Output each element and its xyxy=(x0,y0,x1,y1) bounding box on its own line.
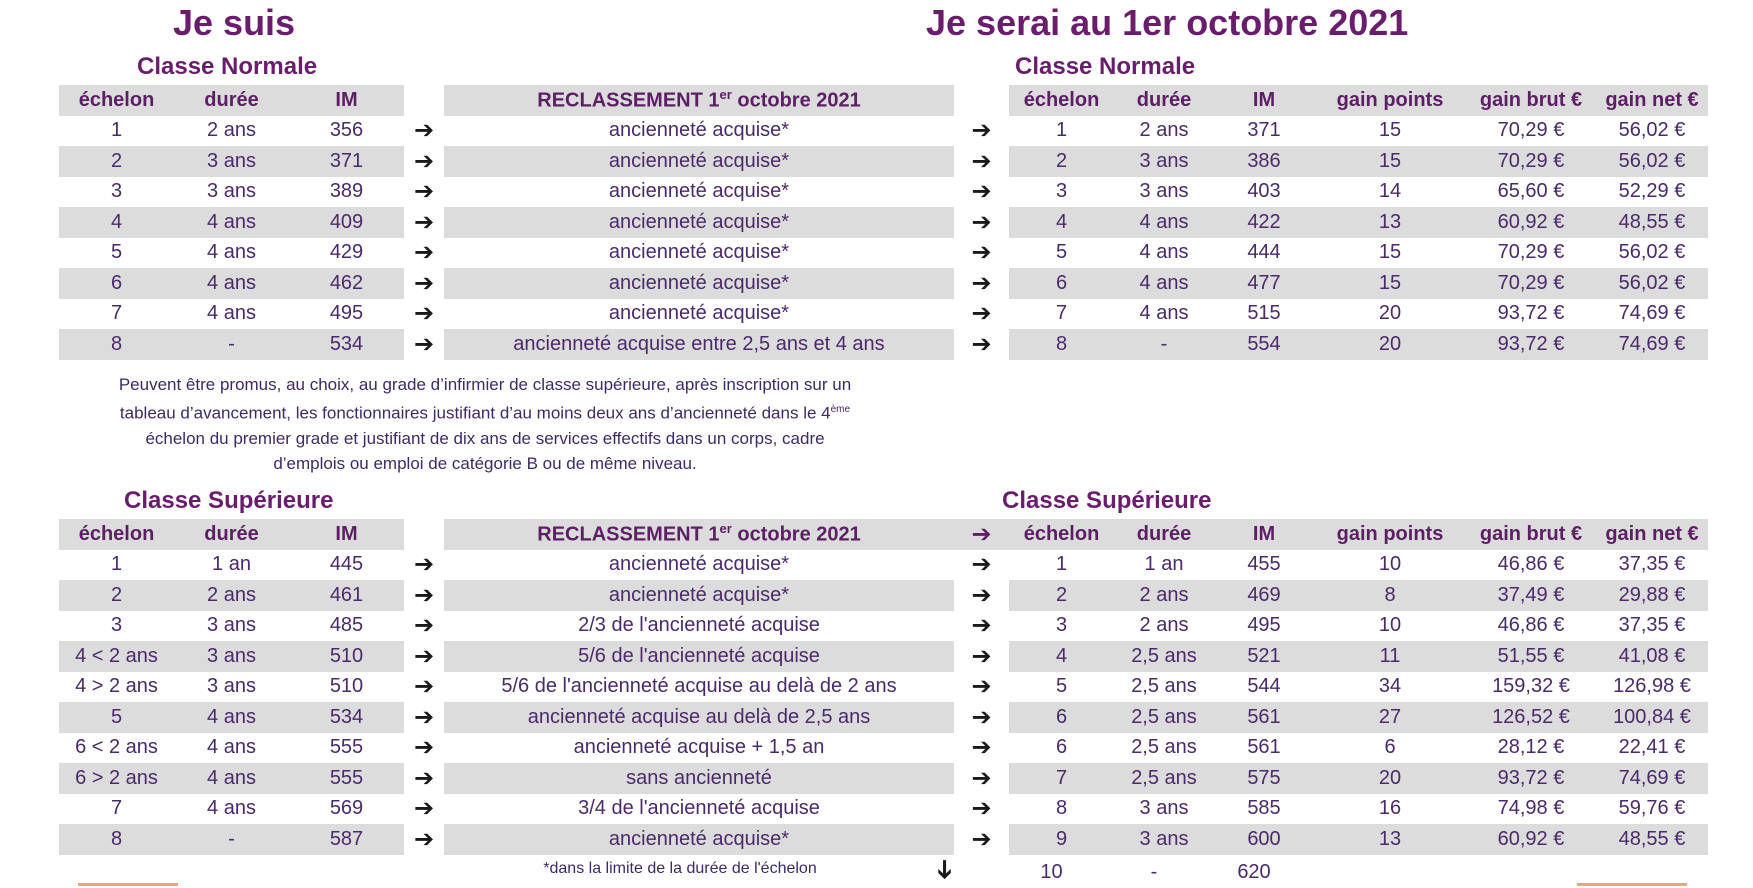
cell-reclassement: 2/3 de l'ancienneté acquise xyxy=(578,614,820,637)
table-row xyxy=(59,146,1708,177)
cell-reclassement: 5/6 de l'ancienneté acquise au delà de 2 ans xyxy=(501,675,897,698)
arrow-icon: ➔ xyxy=(954,794,1009,825)
arrow-icon: ➔ xyxy=(404,763,444,794)
cell-gain-net: 29,88 € xyxy=(1596,580,1708,611)
arrow-icon: ➔ xyxy=(404,207,444,238)
cell-new-im: 575 xyxy=(1214,763,1314,794)
cell-gain-points: 14 xyxy=(1378,180,1402,203)
cell-gain-points: 27 xyxy=(1314,702,1466,733)
arrow-icon: ➔ xyxy=(404,580,444,611)
cell-new-echelon: 6 xyxy=(1055,736,1068,759)
cell-im: 569 xyxy=(329,797,364,820)
cell-reclassement: ancienneté acquise* xyxy=(444,207,954,238)
header-new-echelon: échelon xyxy=(1009,519,1114,550)
cell-duree: 3 ans xyxy=(174,146,289,177)
header-gain-net: gain net € xyxy=(1596,85,1708,116)
cell-new-duree: 4 ans xyxy=(1139,302,1189,325)
arrow-icon: ➔ xyxy=(404,116,444,147)
arrow-icon: ➔ xyxy=(404,268,444,299)
cell-new-im: 386 xyxy=(1214,146,1314,177)
cell-duree: 3 ans xyxy=(207,180,256,203)
sup-left-title: Classe Supérieure xyxy=(124,487,334,514)
cell-duree: 4 ans xyxy=(174,763,289,794)
cell-im: 429 xyxy=(329,241,364,264)
table-row xyxy=(59,299,1708,330)
cell-echelon: 7 xyxy=(110,797,123,820)
cell-gain-points: 15 xyxy=(1378,241,1402,264)
cell-echelon: 5 xyxy=(110,241,123,264)
arrow-icon: ➔ xyxy=(954,733,1009,764)
cell-new-im: 422 xyxy=(1214,207,1314,238)
header-reclassement: RECLASSEMENT 1er octobre 2021 xyxy=(444,85,954,116)
arrow-icon: ➔ xyxy=(404,329,444,360)
table-row xyxy=(59,268,1708,299)
header-new-duree: durée xyxy=(1114,85,1214,116)
arrow-icon: ➔ xyxy=(954,702,1009,733)
cell-reclassement: ancienneté acquise* xyxy=(608,180,790,203)
table-row xyxy=(59,116,1708,147)
cell-reclassement: ancienneté acquise entre 2,5 ans et 4 ans xyxy=(444,329,954,360)
cell-gain-net: 74,69 € xyxy=(1596,329,1708,360)
cell-echelon: 6 xyxy=(59,268,174,299)
cell-new-echelon: 2 xyxy=(1009,580,1114,611)
header-new-duree: durée xyxy=(1114,519,1214,550)
cell-new-duree: 1 an xyxy=(1144,553,1184,576)
arrow-icon: ➔ xyxy=(954,146,1009,177)
header-new-im: IM xyxy=(1214,519,1314,550)
cell-duree: 4 ans xyxy=(207,736,256,759)
cell-new-im: 515 xyxy=(1247,302,1281,325)
cell-duree: - xyxy=(174,824,289,855)
cell-new-im: 521 xyxy=(1214,641,1314,672)
cell-gain-points: 10 xyxy=(1378,614,1402,637)
cell-im: 389 xyxy=(329,180,364,203)
cell-reclassement: ancienneté acquise + 1,5 an xyxy=(573,736,825,759)
cell-reclassement: 5/6 de l'ancienneté acquise xyxy=(444,641,954,672)
cell-gain-brut: 159,32 € xyxy=(1492,675,1570,698)
cell-gain-brut: 37,49 € xyxy=(1466,580,1596,611)
cell-gain-net: 100,84 € xyxy=(1596,702,1708,733)
arrow-icon: ➔ xyxy=(954,299,1009,330)
cell-new-im: 561 xyxy=(1214,702,1314,733)
header-duree: durée xyxy=(174,85,289,116)
sup-right-title: Classe Supérieure xyxy=(1002,487,1212,514)
cell-new-echelon: 6 xyxy=(1009,702,1114,733)
header-gain-points: gain points xyxy=(1314,85,1466,116)
cell-im: 485 xyxy=(329,614,364,637)
promotion-note xyxy=(60,372,910,476)
arrow-icon: ➔ xyxy=(404,177,444,208)
cell-new-duree: 4 ans xyxy=(1114,268,1214,299)
normal-left-title: Classe Normale xyxy=(137,53,318,80)
cell-echelon: 3 xyxy=(110,180,123,203)
cell-gain-points: 11 xyxy=(1314,641,1466,672)
arrow-icon: ➔ xyxy=(404,672,444,703)
cell-gain-brut: 93,72 € xyxy=(1466,329,1596,360)
table-row xyxy=(59,672,1708,703)
cell-gain-brut: 74,98 € xyxy=(1497,797,1565,820)
cell-duree: 4 ans xyxy=(207,241,256,264)
cell-gain-net: 37,35 € xyxy=(1618,614,1686,637)
cell-echelon: 4 > 2 ans xyxy=(75,675,158,698)
arrow-icon: ➔ xyxy=(954,824,1009,855)
cell-echelon: 1 xyxy=(110,119,123,142)
cell-gain-net: 74,69 € xyxy=(1618,302,1686,325)
table-row xyxy=(59,329,1708,360)
cell-reclassement: ancienneté acquise* xyxy=(608,119,790,142)
cell-new-duree: 2,5 ans xyxy=(1131,675,1197,698)
cell-new-duree: 2 ans xyxy=(1139,614,1189,637)
cell-gain-brut: 60,92 € xyxy=(1466,824,1596,855)
last-new-im: 620 xyxy=(1237,861,1271,883)
normal-table xyxy=(59,85,1708,360)
cell-new-duree: - xyxy=(1114,329,1214,360)
cell-gain-points: 13 xyxy=(1314,824,1466,855)
cell-im: 495 xyxy=(329,302,364,325)
header-reclassement: RECLASSEMENT 1er octobre 2021 xyxy=(444,519,954,550)
cell-duree: 3 ans xyxy=(207,675,256,698)
cell-gain-net: 37,35 € xyxy=(1618,553,1686,576)
header-echelon: échelon xyxy=(59,85,174,116)
cell-new-echelon: 8 xyxy=(1009,329,1114,360)
cell-gain-net: 74,69 € xyxy=(1596,763,1708,794)
cell-echelon: 6 > 2 ans xyxy=(59,763,174,794)
header-duree: durée xyxy=(174,519,289,550)
cell-gain-points: 34 xyxy=(1378,675,1402,698)
cell-new-duree: 3 ans xyxy=(1114,146,1214,177)
cell-gain-brut: 60,92 € xyxy=(1466,207,1596,238)
cell-new-im: 554 xyxy=(1214,329,1314,360)
sup-header-row xyxy=(59,519,1708,550)
cell-gain-brut: 93,72 € xyxy=(1466,763,1596,794)
arrow-icon: ➔ xyxy=(954,763,1009,794)
cell-new-duree: 2 ans xyxy=(1114,580,1214,611)
last-new-duree: - xyxy=(1150,861,1158,883)
cell-gain-points: 13 xyxy=(1314,207,1466,238)
cell-new-duree: 4 ans xyxy=(1114,207,1214,238)
cell-gain-points: 6 xyxy=(1384,736,1396,759)
arrow-icon: ➔ xyxy=(954,238,1009,269)
table-row xyxy=(59,580,1708,611)
cell-new-im: 455 xyxy=(1247,553,1281,576)
header-new-im: IM xyxy=(1214,85,1314,116)
table-row xyxy=(59,824,1708,855)
cell-reclassement: sans ancienneté xyxy=(444,763,954,794)
cell-echelon: 3 xyxy=(110,614,123,637)
cell-new-echelon: 7 xyxy=(1009,763,1114,794)
cell-gain-net: 52,29 € xyxy=(1618,180,1686,203)
header-im: IM xyxy=(289,85,404,116)
cell-duree: 2 ans xyxy=(174,580,289,611)
cell-new-echelon: 1 xyxy=(1055,119,1068,142)
cell-new-echelon: 8 xyxy=(1055,797,1068,820)
cell-gain-brut: 70,29 € xyxy=(1466,268,1596,299)
cell-im: 555 xyxy=(329,736,364,759)
cell-new-echelon: 4 xyxy=(1009,207,1114,238)
right-main-title: Je serai au 1er octobre 2021 xyxy=(926,2,1409,43)
arrow-icon: ➔ xyxy=(954,672,1009,703)
cell-duree: 4 ans xyxy=(174,268,289,299)
cell-gain-net: 48,55 € xyxy=(1596,207,1708,238)
cell-new-im: 403 xyxy=(1247,180,1281,203)
cell-gain-brut: 126,52 € xyxy=(1466,702,1596,733)
arrow-icon: ➔ xyxy=(954,641,1009,672)
table-row xyxy=(59,763,1708,794)
cell-gain-brut: 51,55 € xyxy=(1466,641,1596,672)
table-row xyxy=(59,207,1708,238)
cell-new-duree: 2 ans xyxy=(1139,119,1189,142)
cell-new-echelon: 7 xyxy=(1055,302,1068,325)
cell-duree: - xyxy=(174,329,289,360)
arrow-icon: ➔ xyxy=(404,550,444,581)
cell-echelon: 1 xyxy=(110,553,123,576)
cell-echelon: 2 xyxy=(59,580,174,611)
cell-gain-brut: 46,86 € xyxy=(1497,614,1565,637)
note-line: Peuvent être promus, au choix, au grade d’infirmier de classe supérieure, après inscription sur un xyxy=(118,375,852,394)
cell-echelon: 8 xyxy=(59,329,174,360)
cell-new-duree: 2,5 ans xyxy=(1114,702,1214,733)
cell-new-echelon: 6 xyxy=(1009,268,1114,299)
cell-reclassement: ancienneté acquise* xyxy=(444,824,954,855)
cell-reclassement: ancienneté acquise au delà de 2,5 ans xyxy=(444,702,954,733)
arrow-icon: ➔ xyxy=(404,824,444,855)
left-main-title: Je suis xyxy=(173,2,296,43)
header-gap xyxy=(954,85,1009,116)
cell-duree: 4 ans xyxy=(174,702,289,733)
normal-right-title: Classe Normale xyxy=(1015,53,1196,80)
table-row xyxy=(59,794,1708,825)
cell-gain-points: 15 xyxy=(1314,268,1466,299)
footnote: *dans la limite de la durée de l'échelon xyxy=(543,860,817,877)
cell-im: 462 xyxy=(289,268,404,299)
cell-new-im: 444 xyxy=(1247,241,1281,264)
cell-duree: 1 an xyxy=(212,553,251,576)
cell-duree: 4 ans xyxy=(207,302,256,325)
cell-im: 510 xyxy=(329,675,364,698)
cell-echelon: 6 < 2 ans xyxy=(75,736,158,759)
cell-new-duree: 3 ans xyxy=(1139,797,1189,820)
table-row xyxy=(59,611,1708,642)
arrow-icon: ➔ xyxy=(954,519,1009,550)
arrow-icon: ➔ xyxy=(404,794,444,825)
cell-reclassement: ancienneté acquise* xyxy=(444,146,954,177)
cell-new-duree: 3 ans xyxy=(1114,824,1214,855)
arrow-icon: ➔ xyxy=(954,550,1009,581)
cell-echelon: 5 xyxy=(59,702,174,733)
cell-echelon: 8 xyxy=(59,824,174,855)
arrow-icon: ➔ xyxy=(954,207,1009,238)
arrow-icon: ➔ xyxy=(404,299,444,330)
cell-new-im: 469 xyxy=(1214,580,1314,611)
cell-im: 371 xyxy=(289,146,404,177)
cell-echelon: 7 xyxy=(110,302,123,325)
cell-gain-points: 20 xyxy=(1314,329,1466,360)
cell-new-im: 477 xyxy=(1214,268,1314,299)
cell-gain-brut: 93,72 € xyxy=(1497,302,1565,325)
cell-new-duree: 3 ans xyxy=(1139,180,1189,203)
arrow-icon: ➔ xyxy=(404,702,444,733)
cell-im: 356 xyxy=(329,119,364,142)
cell-im: 587 xyxy=(289,824,404,855)
down-arrow-icon: ➔ xyxy=(930,858,961,881)
cell-im: 445 xyxy=(329,553,364,576)
header-gain-points: gain points xyxy=(1314,519,1466,550)
header-im: IM xyxy=(289,519,404,550)
cell-gain-points: 15 xyxy=(1314,146,1466,177)
header-gain-net: gain net € xyxy=(1596,519,1708,550)
table-row xyxy=(59,550,1708,581)
cell-reclassement: 3/4 de l'ancienneté acquise xyxy=(578,797,820,820)
cell-im: 461 xyxy=(289,580,404,611)
arrow-icon: ➔ xyxy=(404,238,444,269)
cell-gain-brut: 70,29 € xyxy=(1497,241,1565,264)
cell-reclassement: ancienneté acquise* xyxy=(608,302,790,325)
cell-new-duree: 2,5 ans xyxy=(1114,763,1214,794)
cell-new-echelon: 3 xyxy=(1055,180,1068,203)
header-new-echelon: échelon xyxy=(1009,85,1114,116)
cell-duree: 4 ans xyxy=(207,797,256,820)
cell-new-echelon: 2 xyxy=(1009,146,1114,177)
cell-im: 534 xyxy=(289,702,404,733)
arrow-icon: ➔ xyxy=(954,116,1009,147)
accent-bar-left xyxy=(78,883,178,886)
cell-gain-points: 15 xyxy=(1378,119,1402,142)
cell-new-echelon: 1 xyxy=(1055,553,1068,576)
cell-duree: 4 ans xyxy=(174,207,289,238)
header-gain-brut: gain brut € xyxy=(1466,85,1596,116)
cell-im: 409 xyxy=(289,207,404,238)
cell-new-echelon: 5 xyxy=(1055,241,1068,264)
table-row xyxy=(59,641,1708,672)
header-gap xyxy=(404,85,444,116)
cell-gain-brut: 65,60 € xyxy=(1497,180,1565,203)
arrow-icon: ➔ xyxy=(954,611,1009,642)
cell-gain-net: 56,02 € xyxy=(1596,268,1708,299)
cell-duree: 3 ans xyxy=(174,641,289,672)
cell-gain-net: 56,02 € xyxy=(1596,146,1708,177)
header-echelon: échelon xyxy=(59,519,174,550)
cell-im: 555 xyxy=(289,763,404,794)
cell-gain-net: 41,08 € xyxy=(1596,641,1708,672)
cell-new-im: 371 xyxy=(1247,119,1281,142)
cell-gain-net: 59,76 € xyxy=(1618,797,1686,820)
arrow-icon: ➔ xyxy=(954,580,1009,611)
cell-reclassement: ancienneté acquise* xyxy=(608,553,790,576)
cell-new-echelon: 3 xyxy=(1055,614,1068,637)
arrow-icon: ➔ xyxy=(954,177,1009,208)
arrow-icon: ➔ xyxy=(404,611,444,642)
cell-gain-points: 8 xyxy=(1314,580,1466,611)
cell-new-im: 585 xyxy=(1247,797,1281,820)
arrow-icon: ➔ xyxy=(404,641,444,672)
accent-bar-right xyxy=(1577,883,1687,886)
cell-new-im: 561 xyxy=(1247,736,1281,759)
table-row xyxy=(59,177,1708,208)
cell-gain-net: 22,41 € xyxy=(1618,736,1686,759)
cell-gain-brut: 46,86 € xyxy=(1497,553,1565,576)
header-gap xyxy=(404,519,444,550)
cell-gain-brut: 28,12 € xyxy=(1497,736,1565,759)
cell-new-im: 600 xyxy=(1214,824,1314,855)
cell-duree: 3 ans xyxy=(207,614,256,637)
cell-gain-net: 56,02 € xyxy=(1618,119,1686,142)
table-row xyxy=(59,733,1708,764)
cell-new-echelon: 4 xyxy=(1009,641,1114,672)
cell-new-im: 544 xyxy=(1247,675,1281,698)
last-new-echelon: 10 xyxy=(1040,861,1063,883)
normal-header-row xyxy=(59,85,1708,116)
cell-reclassement: ancienneté acquise* xyxy=(608,241,790,264)
cell-im: 534 xyxy=(289,329,404,360)
cell-new-echelon: 9 xyxy=(1009,824,1114,855)
cell-reclassement: ancienneté acquise* xyxy=(444,268,954,299)
cell-echelon: 4 < 2 ans xyxy=(59,641,174,672)
cell-gain-net: 56,02 € xyxy=(1618,241,1686,264)
table-row xyxy=(59,238,1708,269)
superieure-table xyxy=(59,519,1708,855)
cell-new-duree: 4 ans xyxy=(1139,241,1189,264)
cell-echelon: 4 xyxy=(59,207,174,238)
cell-new-im: 495 xyxy=(1247,614,1281,637)
cell-im: 510 xyxy=(289,641,404,672)
cell-echelon: 2 xyxy=(59,146,174,177)
arrow-icon: ➔ xyxy=(954,268,1009,299)
cell-new-duree: 2,5 ans xyxy=(1131,736,1197,759)
note-line: tableau d’avancement, les fonctionnaires justifiant d’au moins deux ans d’ancienneté dans le 4ème xyxy=(119,403,851,423)
table-row xyxy=(59,702,1708,733)
cell-gain-net: 48,55 € xyxy=(1596,824,1708,855)
arrow-icon: ➔ xyxy=(404,146,444,177)
arrow-icon: ➔ xyxy=(954,329,1009,360)
cell-new-duree: 2,5 ans xyxy=(1114,641,1214,672)
cell-gain-net: 126,98 € xyxy=(1613,675,1691,698)
cell-new-echelon: 5 xyxy=(1055,675,1068,698)
cell-gain-points: 20 xyxy=(1378,302,1402,325)
cell-gain-brut: 70,29 € xyxy=(1497,119,1565,142)
cell-gain-brut: 70,29 € xyxy=(1466,146,1596,177)
arrow-icon: ➔ xyxy=(404,733,444,764)
note-line: échelon du premier grade et justifiant de dix ans de services effectifs dans un corps, cadre xyxy=(145,428,825,448)
header-gain-brut: gain brut € xyxy=(1466,519,1596,550)
cell-gain-points: 20 xyxy=(1314,763,1466,794)
note-line: d’emplois ou emploi de catégorie B ou de même niveau. xyxy=(273,453,697,473)
cell-duree: 2 ans xyxy=(207,119,256,142)
cell-reclassement: ancienneté acquise* xyxy=(444,580,954,611)
cell-gain-points: 16 xyxy=(1378,797,1402,820)
cell-gain-points: 10 xyxy=(1378,553,1402,576)
